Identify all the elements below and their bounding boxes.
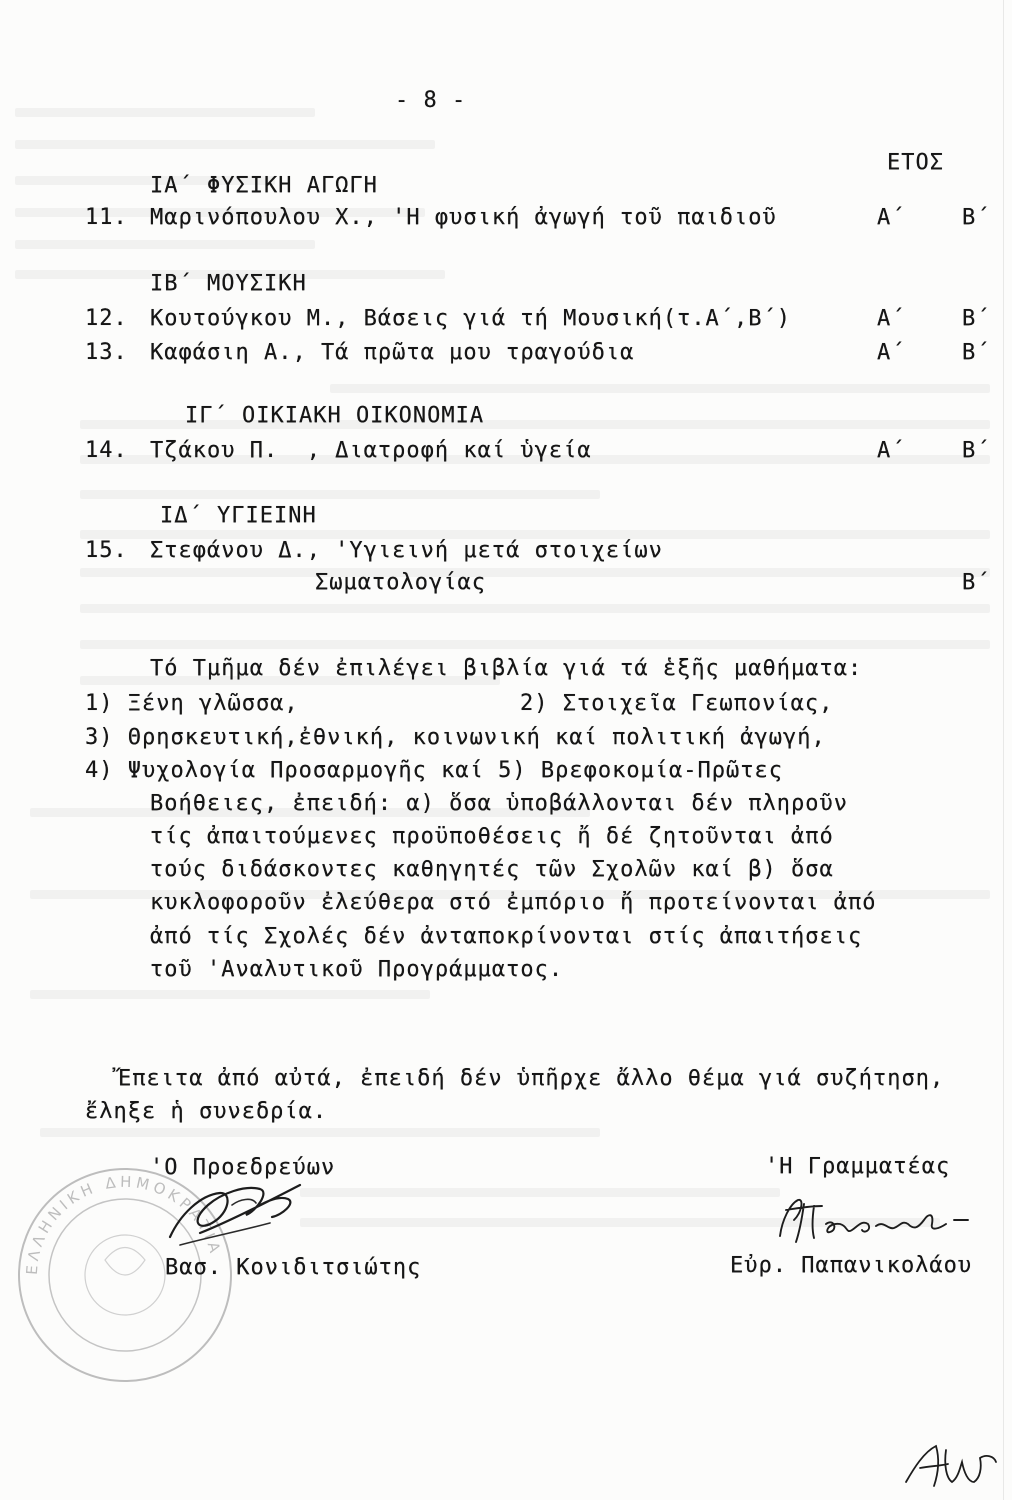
item-text: Τζάκου Π. , Διατροφή καί ὑγεία xyxy=(150,438,592,463)
section-heading: ΙΑ΄ ΦΥΣΙΚΗ ΑΓΩΓΗ xyxy=(150,173,378,198)
item-year-a: Α΄ xyxy=(877,306,906,331)
note-subject-1: 1) Ξένη γλῶσσα, xyxy=(85,691,299,716)
item-year-a: Α΄ xyxy=(877,205,906,230)
handwritten-initials xyxy=(900,1438,1000,1494)
note-line: τίς ἀπαιτούμενες προϋποθέσεις ἤ δέ ζητοῦνται ἀπό xyxy=(150,824,834,849)
item-year-b: Β΄ xyxy=(962,306,991,331)
page-number: - 8 - xyxy=(395,88,467,113)
show-through-line xyxy=(30,990,430,999)
note-intro: Τό Τμῆμα δέν ἐπιλέγει βιβλία γιά τά ἑξῆς μαθήματα: xyxy=(150,656,863,681)
note-line: τοῦ 'Αναλυτικοῦ Προγράμματος. xyxy=(150,957,564,982)
item-number: 15. xyxy=(85,538,128,563)
chair-title: 'Ο Προεδρεύων xyxy=(150,1155,336,1180)
item-year-b: Β΄ xyxy=(962,340,991,365)
item-number: 11. xyxy=(85,205,128,230)
closing-line: ἔληξε ἡ συνεδρία. xyxy=(85,1099,328,1124)
section-heading: ΙΔ΄ ΥΓΙΕΙΝΗ xyxy=(160,503,317,528)
show-through-line xyxy=(15,240,315,249)
note-line: 4) Ψυχολογία Προσαρμογῆς καί 5) Βρεφοκομία-Πρῶτες xyxy=(85,758,784,783)
note-line: ἀπό τίς Σχολές δέν ἀνταποκρίνονται στίς ἀπαιτήσεις xyxy=(150,924,863,949)
item-text: Στεφάνου Δ., 'Υγιεινή μετά στοιχείων xyxy=(150,538,663,563)
item-number: 12. xyxy=(85,306,128,331)
note-line: τούς διδάσκοντες καθηγητές τῶν Σχολῶν καί β) ὅσα xyxy=(150,857,834,882)
show-through-line xyxy=(80,490,600,499)
show-through-line xyxy=(80,640,990,649)
secretary-title: 'Η Γραμματέας xyxy=(765,1154,951,1179)
secretary-signature xyxy=(768,1190,978,1250)
note-subject-2: 2) Στοιχεῖα Γεωπονίας, xyxy=(520,691,834,716)
show-through-line xyxy=(15,108,315,117)
section-heading: ΙΓ΄ ΟΙΚΙΑΚΗ ΟΙΚΟΝΟΜΙΑ xyxy=(185,403,485,428)
note-line: 3) Θρησκευτική,ἐθνική, κοινωνική καί πολιτική ἀγωγή, xyxy=(85,725,826,750)
year-column-header: ΕΤΟΣ xyxy=(887,150,944,175)
item-text: Κουτούγκου Μ., Βάσεις γιά τή Μουσική(τ.Α΄,Β΄) xyxy=(150,306,792,331)
item-number: 13. xyxy=(85,340,128,365)
item-text: Καφάσιη Α., Τά πρῶτα μου τραγούδια xyxy=(150,340,635,365)
note-line: κυκλοφοροῦν ἐλεύθερα στό ἐμπόριο ἤ προτείνονται ἀπό xyxy=(150,890,877,915)
item-year-a: Α΄ xyxy=(877,438,906,463)
note-line: Βοήθειες, ἐπειδή: α) ὅσα ὑποβάλλονται δέν πληροῦν xyxy=(150,791,849,816)
secretary-name: Εὐρ. Παπανικολάου xyxy=(730,1253,973,1278)
show-through-line xyxy=(80,604,990,613)
stamp-text: ΕΛΛΗΝΙΚΗ ΔΗΜΟΚΡΑΤΙΑ xyxy=(22,1172,225,1276)
section-heading: ΙΒ΄ ΜΟΥΣΙΚΗ xyxy=(150,271,307,296)
show-through-line xyxy=(40,1128,600,1137)
closing-line: Ἔπειτα ἀπό αὐτά, ἐπειδή δέν ὑπῆρχε ἄλλο θέμα γιά συζήτηση, xyxy=(118,1066,945,1091)
item-year-b: Β΄ xyxy=(962,205,991,230)
item-year-b: Β΄ xyxy=(962,438,991,463)
show-through-line xyxy=(300,1188,780,1197)
item-year-a: Α΄ xyxy=(877,340,906,365)
show-through-line xyxy=(15,140,435,149)
item-text: Μαρινόπουλου Χ., 'Η φυσική ἀγωγή τοῦ παιδιοῦ xyxy=(150,205,777,230)
item-number: 14. xyxy=(85,438,128,463)
show-through-line xyxy=(330,384,990,393)
show-through-line xyxy=(80,568,990,577)
chair-signature xyxy=(160,1175,310,1255)
item-year-b: Β΄ xyxy=(962,570,991,595)
scan-edge xyxy=(1003,0,1004,1500)
item-text-continued: Σωματολογίας xyxy=(315,570,486,595)
chair-name: Βασ. Κονιδιτσιώτης xyxy=(165,1255,422,1280)
